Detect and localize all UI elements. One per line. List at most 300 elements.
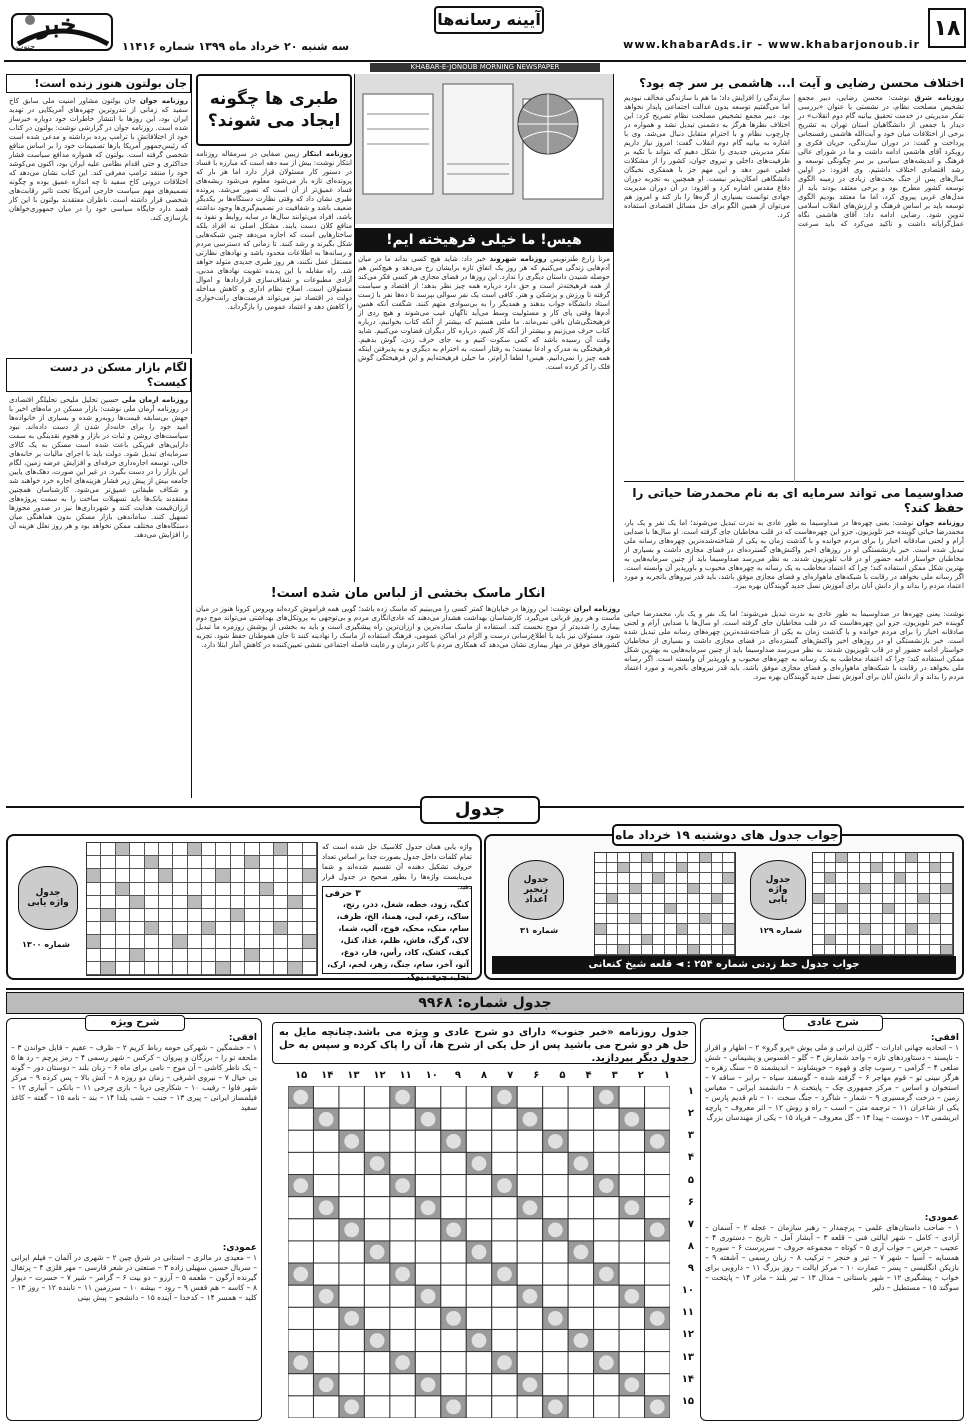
row-number: ۱۰ <box>681 1285 694 1297</box>
clues-special-across-label: افقی: <box>228 1033 257 1043</box>
grid-cell[interactable] <box>339 1086 364 1108</box>
grid-cell[interactable] <box>645 1175 670 1197</box>
puzzle-instructions: جدول روزنامه «خبر جنوب» دارای دو شرح عادی و ویژه می باشد.چنانچه مایل به حل هر دو شرح می باشید پس از حل یکی از شرح ها، آن را پاک کرده و سپس به حل جدول دیگر بپردازید. <box>272 1022 696 1064</box>
row-number: ۱۳ <box>681 1351 694 1363</box>
article-hayati-lead: روزنامه جوان <box>916 519 964 527</box>
grid-cell[interactable] <box>415 1352 440 1374</box>
rose-icon <box>523 1377 538 1392</box>
rose-icon <box>370 1333 385 1348</box>
row-number: ۳ <box>687 1130 694 1142</box>
grid-cell[interactable] <box>288 1152 313 1174</box>
grid-cell[interactable] <box>594 1329 619 1351</box>
grid-cell[interactable] <box>313 1241 338 1263</box>
rose-icon <box>319 1200 334 1215</box>
grid-cell[interactable] <box>594 1108 619 1130</box>
grid-cell[interactable] <box>492 1396 517 1418</box>
grid-cell[interactable] <box>543 1175 568 1197</box>
grid-cell[interactable] <box>339 1329 364 1351</box>
grid-cell[interactable] <box>619 1396 644 1418</box>
grid-cell[interactable] <box>543 1086 568 1108</box>
grid-cell[interactable] <box>415 1152 440 1174</box>
grid-cell[interactable] <box>441 1175 466 1197</box>
grid-cell[interactable] <box>543 1241 568 1263</box>
grid-cell[interactable] <box>364 1307 389 1329</box>
grid-cell[interactable] <box>364 1374 389 1396</box>
article-mask-body <box>196 605 620 795</box>
answers-title: جواب جدول های دوشنبه ۱۹ خرداد ماه <box>612 824 842 846</box>
article-tabari <box>196 74 352 582</box>
grid-cell[interactable] <box>517 1219 542 1241</box>
grid-cell[interactable] <box>517 1130 542 1152</box>
article-rezaei-text: نوشت: محسن رضایی، دبیر مجمع تشخیص مصلحت نظام، در نشستی با عنوان «بررسی تفکر مدیریتی در خدمت تحقیق بیانیه گام دوم انقلاب» در دیدار با جمعی از دانشگاهیان استان تهران به تشریح برخی از اختلافات میان خود و آیت‌الله هاشمی رفسنجانی پرداخت و گفت: در دوران سازندگی، جریان فکری و رویکرد آقای هاشمی ادامه داشت و ما در شورای عالی فرهنگ و اندیشه‌های سیاسی بر سر چگونگی توسعه و رشد اقتصادی اختلاف داشتیم. وی افزود: در اولین سال‌های پس از جنگ بحث‌های زیادی در زمینه الگوی توسعه کشور مطرح بود و برخی معتقد بودند باید از مدل‌های غربی پیروی کرد، اما ما معتقد بودیم الگوی توسعه باید بر اساس فرهنگ و ارزش‌های انقلاب اسلامی تدوین شود. رضایی ادامه داد: آقای هاشمی نگاه عمل‌گرایانه داشت و تاکید می‌کرد که باید سرعت سازندگی را افزایش داد؛ ما هم با سازندگی مخالف نبودیم اما می‌گفتیم توسعه بدون عدالت اجتماعی پایدار نخواهد بود. دبیر مجمع تشخیص مصلحت نظام تصریح کرد: این اختلاف نظرها هرگز به دشمنی تبدیل نشد و همواره در چارچوب نظام و با احترام متقابل دنبال می‌شد. وی با اشاره به بیانیه گام دوم انقلاب گفت: امروز نیاز داریم تفکر مدیریتی جدیدی را شکل دهیم که بتواند با تکیه بر ظرفیت‌های داخلی و نیروی جوان، کشور را از مشکلات فعلی عبور دهد و این مهم جز با همفکری نخبگان دانشگاهی امکان‌پذیر نیست. او همچنین به تجربه دوران دفاع مقدس اشاره کرد و افزود: در آن دوران مدیریت جهادی توانست بسیاری از گره‌ها را باز کند و امروز هم می‌توان از همین الگو برای حل مسائل اقتصادی استفاده کرد. <box>624 94 964 228</box>
grid-cell[interactable] <box>364 1130 389 1152</box>
row-number: ۵ <box>687 1174 694 1186</box>
grid-cell[interactable] <box>517 1241 542 1263</box>
grid-cell[interactable] <box>288 1396 313 1418</box>
rose-icon <box>293 1090 308 1105</box>
grid-cell[interactable] <box>288 1108 313 1130</box>
banner-strip: KHABAR-E-JONOUB MORNING NEWSPAPER <box>370 63 600 72</box>
grid-cell[interactable] <box>466 1285 491 1307</box>
grid-cell[interactable] <box>390 1197 415 1219</box>
answers-caption: جواب جدول خط زدنی شماره ۲۵۴ : ◄ قلعه شیخ کنعانی <box>492 956 956 974</box>
grid-cell[interactable] <box>390 1396 415 1418</box>
grid-cell[interactable] <box>313 1352 338 1374</box>
rose-icon <box>573 1333 588 1348</box>
col-number: ۱۱ <box>399 1070 412 1081</box>
issue-129: شماره ۱۲۹ <box>758 926 802 935</box>
grid-cell[interactable] <box>288 1329 313 1351</box>
article-hayati-continued <box>624 610 964 798</box>
grid-cell[interactable] <box>594 1396 619 1418</box>
grid-cell[interactable] <box>619 1086 644 1108</box>
grid-cell[interactable] <box>619 1263 644 1285</box>
article-rezaei-body <box>624 94 964 482</box>
rose-icon <box>293 1178 308 1193</box>
grid-cell[interactable] <box>594 1285 619 1307</box>
rose-icon <box>319 1112 334 1127</box>
grid-cell[interactable] <box>568 1307 593 1329</box>
clues-normal-across: ۱ – اتحادیه جهانی ادارات – گلزن ایرانی و ملی پوش «پرو گرو» ۲ – اظهار و اقرار – ناپسند – دستاوردهای تازه – واحد شمارش ۳ – گلو – افسوس و پشیمانی – شش ضلعی ۴ – گرامی – رسوب چای و قهوه – خویشاوند – اندیشمند ۵ – سنگ زهره – هرگز نبینی تو – قوم مهاجر ۶ – گرفته شده – گوسفند سیاه – برابر – ساقه ۷ – استخوان و اساس – مرکز جمهوری چک – پایتخت ۸ – دانشمند ایرانی – مقیاس زمین – درخت گرمسیری ۹ – شمار – شاگرد – جنگ سخت ۱۰ – نام قدیم پارس – یکی از شاعران ۱۱ – ترجمه متن – اسب – راه و روش ۱۲ – اثر معروف – پارچه ابریشمی ۱۳ – دوست – پیدا ۱۴ – گل معروف – فریاد ۱۵ – یکی از مهندسان بزرگ <box>705 1043 959 1122</box>
grid-cell[interactable] <box>492 1329 517 1351</box>
grid-cell[interactable] <box>568 1396 593 1418</box>
grid-cell[interactable] <box>415 1175 440 1197</box>
row-number: ۶ <box>687 1196 694 1208</box>
rose-icon <box>497 1090 512 1105</box>
article-tabari-text: زیبین صفایی در سرمقاله روزنامه ابتکار نوشت: بیش از سه دهه است که مبارزه با فساد در دستور کار مسئولان قرار دارد اما هر بار که پرونده‌ای تازه باز می‌شود معلوم می‌شود ریشه‌های فساد عمیق‌تر از آن است که تصور می‌شد. پرونده طبری نشان داد که وقتی نظارت دستگاه‌ها بر یکدیگر ضعیف باشد و شفافیت در تصمیم‌گیری‌ها وجود نداشته باشد، افراد می‌توانند سال‌ها در سایه روابط و نفوذ به منافع کلان دست یابند. مشکل اصلی نه افراد بلکه ساختارهایی است که اجازه می‌دهد چنین شبکه‌هایی شکل بگیرند و رشد کنند. تا زمانی که دسترسی مردم و رسانه‌ها به اطلاعات محدود باشد و نهادهای نظارتی مستقل عمل نکنند، هر روز طبری جدیدی متولد خواهد شد. راه مقابله با این پدیده تقویت نهادهای مدنی، آزادی مطبوعات و شفاف‌سازی قراردادها و اموال مسئولان است. اصلاح نظام اداری و کاهش مداخله دولت در اقتصاد نیز می‌تواند فرصت‌های رانت‌خواری را کاهش دهد و اعتماد عمومی را بازگرداند. <box>196 150 352 311</box>
grid-cell[interactable] <box>339 1352 364 1374</box>
rose-icon <box>395 1267 410 1282</box>
grid-cell[interactable] <box>466 1086 491 1108</box>
grid-cell[interactable] <box>339 1175 364 1197</box>
grid-cell[interactable] <box>415 1130 440 1152</box>
grid-cell[interactable] <box>390 1219 415 1241</box>
grid-cell[interactable] <box>390 1152 415 1174</box>
col-number: ۴ <box>585 1070 592 1081</box>
grid-cell[interactable] <box>466 1108 491 1130</box>
grid-cell[interactable] <box>364 1263 389 1285</box>
rose-icon <box>421 1289 436 1304</box>
rose-icon <box>599 1090 614 1105</box>
article-housing-lead: روزنامه آرمان ملی <box>121 396 188 404</box>
grid-cell[interactable] <box>364 1285 389 1307</box>
grid-cell[interactable] <box>415 1307 440 1329</box>
vazheyabi-box <box>6 834 482 980</box>
col-number: ۸ <box>480 1070 488 1081</box>
clues-special <box>6 1018 262 1421</box>
vazheyabi-grid <box>86 842 318 976</box>
article-farhikhte-text: خبر داد: شاید هیچ کسی نداند ما در میان آدم‌هایی زندگی می‌کنیم که هر روز یک اتفاق تازه برایشان رخ می‌دهد و هیچ‌کس هم حوصله شنیدن داستان دیگری را ندارد. این روزها در فضای مجازی هر کسی فکر می‌کند از همه فرهیخته‌تر است و حق دارد درباره همه چیز نظر بدهد؛ از اقتصاد و سیاست گرفته تا ورزش و پزشکی و هنر. کافی است یک نفر سوالی بپرسد تا ده‌ها نفر با ژست استاد دانشگاه جواب بدهند و همدیگر را به بی‌سوادی متهم کنند. شگفت آنکه همین آدم‌ها وقتی پای کار و مسئولیت وسط می‌آید ناگهان غیب می‌شوند و هیچ ردی از فرهیختگی‌شان باقی نمی‌ماند. ما ملتی هستیم که بیشتر از آنکه کتاب بخوانیم، درباره کتاب حرف می‌زنیم و بیشتر از آنکه کار کنیم، درباره کار دیگران قضاوت می‌کنیم. شاید وقت آن رسیده باشد که کمی سکوت کنیم و به جای حرف زدن، گوش بدهیم. فرهیختگی به مدرک و ادعا نیست؛ به رفتار است، به احترام به دیگری و به پذیرفتن اینکه همه چیز را نمی‌دانیم. هیس! لطفا آرام‌تر، ما خیلی فرهیخته‌ایم و این فرهیختگی گوش فلک را کر کرده است. <box>358 255 610 371</box>
grid-cell[interactable] <box>441 1086 466 1108</box>
page-number: ۱۸ <box>933 15 961 41</box>
grid-cell[interactable] <box>543 1108 568 1130</box>
rose-icon <box>624 1200 639 1215</box>
rose-icon <box>599 1267 614 1282</box>
rose-icon <box>370 1245 385 1260</box>
logo-text: خبر <box>38 10 77 40</box>
grid-cell[interactable] <box>313 1152 338 1174</box>
grid-cell[interactable] <box>645 1374 670 1396</box>
grid-cell[interactable] <box>339 1108 364 1130</box>
tag-vazheyabi-label: جدول واژه یابی <box>27 888 69 908</box>
row-number: ۱۲ <box>681 1329 694 1341</box>
article-bolton-body <box>6 97 191 355</box>
main-crossword-grid[interactable] <box>288 1086 670 1418</box>
rose-icon <box>548 1400 563 1415</box>
grid-cell[interactable] <box>415 1329 440 1351</box>
article-farhikhte-lead: روزنامه شهروند <box>489 255 547 263</box>
grid-cell[interactable] <box>645 1086 670 1108</box>
grid-cell[interactable] <box>466 1374 491 1396</box>
article-hayati-cont-text: نوشت: یعنی چهره‌ها در صداوسیما به طور عادی به ندرت تبدیل می‌شوند؛ اما یک نفر و یک بار، محمدرضا حیاتی گوینده خبر تلویزیون، جزو این چهره‌هاست که در قلب مخاطبان جای گرفته است. او سال‌ها با صدایی آرام و لحنی صادقانه اخبار را برای مردم خوانده و با گذشت زمان به یکی از شناخته‌شده‌ترین چهره‌های رسانه ملی تبدیل شده است. خبر بازنشستگی او در روزهای اخیر واکنش‌های گسترده‌ای در فضای مجازی داشت و بسیاری از مخاطبان خواستار ادامه حضور او در قاب تلویزیون شدند. به نظر می‌رسد صداوسیما باید از چنین سرمایه‌هایی به بهترین شکل ممکن استفاده کند؛ چرا که اعتماد مخاطب به یک رسانه به چهره‌های محبوب و باورپذیر آن وابسته است. اگر رسانه ملی بخواهد در رقابت با شبکه‌های ماهواره‌ای و فضای مجازی موفق باشد، باید قدر نیروهای باتجربه و مورد اعتماد مردم را بداند و از دانش آنان برای آموزش نسل جدید گویندگان بهره ببرد. <box>624 610 964 681</box>
grid-cell[interactable] <box>543 1197 568 1219</box>
words-box-title: ۳ حرفی <box>325 889 361 899</box>
article-hayati-title: صداوسیما می تواند سرمایه ای به نام محمدرضا حیاتی را حفظ کند؟ <box>632 486 964 515</box>
grid-cell[interactable] <box>619 1241 644 1263</box>
grid-cell[interactable] <box>568 1219 593 1241</box>
grid-cell[interactable] <box>313 1329 338 1351</box>
grid-cell[interactable] <box>568 1108 593 1130</box>
rose-icon <box>472 1156 487 1171</box>
grid-cell[interactable] <box>415 1219 440 1241</box>
rose-icon <box>624 1112 639 1127</box>
grid-cell[interactable] <box>492 1108 517 1130</box>
article-housing-text: حسین تحلیل ملیحی تحلیلگر اقتصادی در روزنامه آرمان ملی نوشت: بازار مسکن در ماه‌های اخیر با جهش بی‌سابقه قیمت‌ها روبه‌رو شده و بسیاری از خانواده‌ها امید خود را برای خانه‌دار شدن از دست داده‌اند. نبود سیاست‌های روشن و ثبات در بازار و هجوم نقدینگی به سمت دارایی‌های فیزیکی باعث شده است مسکن به یک کالای سرمایه‌ای تبدیل شود. دولت باید با اجرای مالیات بر خانه‌های خالی، توسعه اجاره‌داری حرفه‌ای و افزایش عرضه زمین، لگام این بازار را در دست بگیرد. در غیر این صورت، دهک‌های پایین جامعه بیش از پیش زیر فشار هزینه‌های اجاره خرد خواهند شد و شکاف طبقاتی عمیق‌تر می‌شود. کارشناسان همچنین معتقدند بانک‌ها باید تسهیلات ساخت را به سمت پروژه‌های ارزان‌قیمت هدایت کنند و شهرداری‌ها نیز در صدور مجوزها تسهیل کنند. ساماندهی بازار مسکن بدون هماهنگی میان دستگاه‌های مختلف ممکن نخواهد بود و هر روز تعلل هزینه آن را افزایش می‌دهد. <box>9 396 188 539</box>
grid-cell[interactable] <box>594 1219 619 1241</box>
grid-cell[interactable] <box>619 1307 644 1329</box>
grid-cell[interactable] <box>517 1175 542 1197</box>
grid-cell[interactable] <box>619 1329 644 1351</box>
logo-subtext: جنوب <box>16 42 36 51</box>
grid-cell[interactable] <box>517 1329 542 1351</box>
grid-cell[interactable] <box>492 1307 517 1329</box>
col-number: ۵ <box>559 1070 566 1081</box>
grid-cell[interactable] <box>441 1352 466 1374</box>
grid-cell[interactable] <box>492 1152 517 1174</box>
row-number: ۹ <box>687 1263 694 1275</box>
grid-cell[interactable] <box>390 1241 415 1263</box>
answer-grid-cells-a <box>812 852 954 956</box>
col-number: ۱ <box>663 1070 670 1081</box>
grid-cell[interactable] <box>543 1152 568 1174</box>
article-mask <box>196 586 620 798</box>
grid-cell[interactable] <box>543 1352 568 1374</box>
grid-cell[interactable] <box>313 1086 338 1108</box>
puzzle-divider <box>6 988 964 990</box>
rose-icon <box>370 1156 385 1171</box>
clues-normal-down: ۱ – صاحب داستان‌های علمی – پرچمدار – رهبر سازمان – عجله ۲ – آسمان – آزادی – کامل – شهر ایالتی فنی – قلعه ۳ – آبشار آمل – تاریخ – دستوری ۴ – عجیب – خرس – جواب آری ۵ – کوتاه – مجموعه حروف – سرپرست ۶ – سوره – همسایه – آسیا – شهر ۷ – تیر و خنجر – ترکیب ۸ – زبان رسمی – آشفته ۹ – بازیکن انگلیسی – پسر – عمارت ۱۰ – مرکز ایالت – روز بزرگ ۱۱ – دارویی برای خواب – پیشگیری ۱۲ – شهر باستانی – مدال ۱۳ – تیر بلند – مادر ۱۴ – پایتخت – سوگند ۱۵ – مستطیل – دلیر <box>705 1223 959 1292</box>
rose-icon <box>650 1400 665 1415</box>
rose-icon <box>650 1222 665 1237</box>
grid-cell[interactable] <box>313 1263 338 1285</box>
grid-cell[interactable] <box>568 1175 593 1197</box>
article-tabari-body <box>196 150 352 580</box>
jadval-banner: جدول <box>420 796 540 824</box>
grid-cell[interactable] <box>313 1175 338 1197</box>
grid-cell[interactable] <box>288 1197 313 1219</box>
tag-vazheyabi-answer <box>750 860 806 920</box>
main-crossword-svg[interactable] <box>288 1086 670 1418</box>
row-number: ۱۱ <box>681 1307 694 1319</box>
rose-icon <box>395 1090 410 1105</box>
grid-cell[interactable] <box>441 1197 466 1219</box>
grid-cell[interactable] <box>466 1197 491 1219</box>
rose-icon <box>446 1400 461 1415</box>
grid-cell[interactable] <box>466 1175 491 1197</box>
grid-cell[interactable] <box>594 1307 619 1329</box>
grid-cell[interactable] <box>339 1197 364 1219</box>
row-number: ۴ <box>687 1152 694 1164</box>
grid-cell[interactable] <box>543 1285 568 1307</box>
row-number: ۱ <box>687 1086 694 1097</box>
grid-cell[interactable] <box>364 1175 389 1197</box>
article-housing-body <box>6 396 191 814</box>
grid-cell[interactable] <box>288 1374 313 1396</box>
grid-cell[interactable] <box>364 1396 389 1418</box>
rose-icon <box>497 1267 512 1282</box>
grid-cell[interactable] <box>492 1374 517 1396</box>
grid-cell[interactable] <box>619 1352 644 1374</box>
grid-cell[interactable] <box>313 1307 338 1329</box>
grid-cell[interactable] <box>645 1108 670 1130</box>
grid-cell[interactable] <box>594 1374 619 1396</box>
grid-cell[interactable] <box>517 1152 542 1174</box>
grid-cell[interactable] <box>517 1307 542 1329</box>
rose-icon <box>599 1178 614 1193</box>
article-tabari-title-box <box>196 74 352 146</box>
grid-cell[interactable] <box>390 1374 415 1396</box>
grid-cell[interactable] <box>441 1263 466 1285</box>
site-url[interactable]: www.khabarAds.ir - www.khabarjonoub.ir <box>623 38 920 51</box>
rose-icon <box>624 1289 639 1304</box>
article-hayati-body <box>624 519 964 617</box>
answer-grid-vazheyabi <box>812 852 954 956</box>
grid-cell[interactable] <box>645 1352 670 1374</box>
grid-cell[interactable] <box>645 1263 670 1285</box>
row-number: ۷ <box>687 1218 694 1230</box>
grid-cell[interactable] <box>466 1263 491 1285</box>
tag-zanjire <box>508 860 564 920</box>
col-number: ۷ <box>507 1070 514 1081</box>
grid-cell[interactable] <box>645 1197 670 1219</box>
rose-icon <box>472 1245 487 1260</box>
article-housing-title: لگام بازار مسکن در دست کیست؟ <box>6 358 191 392</box>
row-number: ۸ <box>687 1240 694 1252</box>
grid-cell[interactable] <box>619 1175 644 1197</box>
grid-cell[interactable] <box>441 1152 466 1174</box>
grid-cell[interactable] <box>492 1130 517 1152</box>
grid-cell[interactable] <box>339 1152 364 1174</box>
rose-icon <box>344 1311 359 1326</box>
rose-icon <box>548 1134 563 1149</box>
grid-cell[interactable] <box>415 1086 440 1108</box>
grid-cell[interactable] <box>594 1197 619 1219</box>
clues-normal-title: شرح عادی <box>783 1015 883 1031</box>
grid-cell[interactable] <box>466 1130 491 1152</box>
rose-icon <box>650 1134 665 1149</box>
grid-cell[interactable] <box>645 1241 670 1263</box>
grid-cell[interactable] <box>568 1285 593 1307</box>
grid-cell[interactable] <box>492 1285 517 1307</box>
vazheyabi-grid-cells[interactable] <box>86 842 318 976</box>
grid-cell[interactable] <box>466 1307 491 1329</box>
grid-cell[interactable] <box>568 1263 593 1285</box>
rose-icon <box>319 1289 334 1304</box>
rose-icon <box>523 1200 538 1215</box>
grid-cell[interactable] <box>390 1329 415 1351</box>
rose-icon <box>497 1178 512 1193</box>
grid-cell[interactable] <box>441 1285 466 1307</box>
grid-cell[interactable] <box>390 1130 415 1152</box>
grid-cell[interactable] <box>568 1086 593 1108</box>
grid-cell[interactable] <box>364 1197 389 1219</box>
grid-cell[interactable] <box>543 1374 568 1396</box>
grid-cell[interactable] <box>288 1285 313 1307</box>
grid-cell[interactable] <box>517 1396 542 1418</box>
rose-icon <box>624 1377 639 1392</box>
grid-cell[interactable] <box>339 1263 364 1285</box>
clues-normal-across-label: افقی: <box>930 1033 959 1043</box>
grid-cell[interactable] <box>364 1219 389 1241</box>
clues-normal <box>700 1018 964 1421</box>
grid-cell[interactable] <box>390 1285 415 1307</box>
grid-cell[interactable] <box>441 1329 466 1351</box>
grid-cell[interactable] <box>288 1307 313 1329</box>
grid-cell[interactable] <box>543 1263 568 1285</box>
grid-cell[interactable] <box>339 1374 364 1396</box>
grid-cell[interactable] <box>313 1130 338 1152</box>
article-hayati <box>624 486 964 606</box>
article-housing <box>6 358 192 798</box>
grid-cell[interactable] <box>619 1152 644 1174</box>
grid-cell[interactable] <box>390 1307 415 1329</box>
grid-cell[interactable] <box>364 1086 389 1108</box>
grid-cell[interactable] <box>339 1285 364 1307</box>
grid-cell[interactable] <box>594 1130 619 1152</box>
grid-cell[interactable] <box>568 1197 593 1219</box>
grid-cell[interactable] <box>543 1329 568 1351</box>
rose-icon <box>344 1222 359 1237</box>
article-mask-title: انکار ماسک بخشی از لباس مان شده است! <box>270 586 546 601</box>
grid-cell[interactable] <box>517 1086 542 1108</box>
col-number: ۹ <box>454 1070 461 1081</box>
grid-cell[interactable] <box>517 1263 542 1285</box>
rose-icon <box>421 1200 436 1215</box>
grid-cell[interactable] <box>645 1329 670 1351</box>
grid-cell[interactable] <box>415 1263 440 1285</box>
grid-cell[interactable] <box>594 1241 619 1263</box>
logo <box>8 4 116 58</box>
grid-cell[interactable] <box>492 1241 517 1263</box>
page-number-box <box>928 8 966 48</box>
grid-cell[interactable] <box>517 1352 542 1374</box>
grid-cell[interactable] <box>492 1219 517 1241</box>
grid-cell[interactable] <box>441 1374 466 1396</box>
grid-cell[interactable] <box>568 1352 593 1374</box>
grid-cell[interactable] <box>288 1219 313 1241</box>
header <box>4 4 966 62</box>
clues-special-across: ۱ – خشمگین – شهرکی حومه رباط کریم ۲ – ظرف – عقیم – قابل خواندن ۳ – ملحفه تو را – برزگان و پیروان – کرکس – شهر رسمی ۴ – رمز پرچم – رد ها ۵ – یک ناظر کاشی – آن موج – نامی برای ماه ۶ – زبان بلند – دوستان دور – گونه بی خیال ۷ – نیروی اشرفی – زمان دو روزه ۸ – آتش بالا – پس کرده ۹ – مرکز شهر فاوا – رقیب ۱۰ – شکارچی دریا – بازی چرخی ۱۱ – بانکی – آبیاری ۱۲ – فیلمساز ایرانی – پیری ۱۳ – جنب – شب یلدا ۱۴ – بند – نامه ۱۵ – گفته – کاغذ سفید <box>11 1043 257 1112</box>
grid-cell[interactable] <box>466 1396 491 1418</box>
article-rezaei <box>624 74 964 482</box>
grid-cell[interactable] <box>568 1130 593 1152</box>
issue-1300: شماره ۱۳۰۰ <box>22 940 70 949</box>
rose-icon <box>523 1289 538 1304</box>
puzzle-title: جدول شماره: ۹۹۶۸ <box>6 992 964 1014</box>
grid-cell[interactable] <box>441 1241 466 1263</box>
article-rezaei-lead: روزنامه شرق <box>914 94 964 102</box>
tag-vazheyabi <box>18 866 78 930</box>
col-number: ۶ <box>533 1070 540 1081</box>
grid-cell[interactable] <box>364 1352 389 1374</box>
grid-cell[interactable] <box>339 1241 364 1263</box>
grid-cell[interactable] <box>466 1352 491 1374</box>
grid-cell[interactable] <box>415 1396 440 1418</box>
grid-cell[interactable] <box>441 1108 466 1130</box>
grid-cell[interactable] <box>645 1152 670 1174</box>
rose-icon <box>599 1355 614 1370</box>
grid-cell[interactable] <box>313 1219 338 1241</box>
grid-cell[interactable] <box>619 1130 644 1152</box>
grid-cell[interactable] <box>364 1108 389 1130</box>
grid-cell[interactable] <box>415 1241 440 1263</box>
article-farhikhte <box>354 74 614 582</box>
grid-cell[interactable] <box>492 1197 517 1219</box>
grid-cell[interactable] <box>466 1219 491 1241</box>
grid-cell[interactable] <box>288 1241 313 1263</box>
grid-cell[interactable] <box>594 1152 619 1174</box>
rose-icon <box>523 1112 538 1127</box>
rose-icon <box>446 1311 461 1326</box>
col-number: ۱۵ <box>294 1070 308 1081</box>
grid-cell[interactable] <box>645 1285 670 1307</box>
grid-cell[interactable] <box>568 1374 593 1396</box>
grid-cell[interactable] <box>313 1396 338 1418</box>
rose-icon <box>421 1112 436 1127</box>
clues-normal-down-label: عمودی: <box>924 1213 959 1223</box>
grid-cell[interactable] <box>619 1219 644 1241</box>
article-farhikhte-byline: مرتا زارع طنزنویس <box>550 255 610 263</box>
row-number: ۱۴ <box>681 1373 694 1385</box>
grid-cell[interactable] <box>390 1108 415 1130</box>
answer-grid-zanjire <box>594 852 736 956</box>
grid-cell[interactable] <box>288 1130 313 1152</box>
vazheyabi-intro: واژه یابی همان جدول کلاسیک حل شده است که تمام کلمات داخل جدول بصورت جدا بر اساس تعداد حروف تشکیل دهنده آن تقسیم شده‌اند و شما می‌بایست واژه‌ها را بطور صحیح در جدول قرار دهید. <box>322 843 472 891</box>
clues-special-title: شرح ویژه <box>85 1015 185 1031</box>
article-tabari-title: طبری ها چگونه ایجاد می شوند؟ <box>207 89 341 131</box>
rose-icon <box>446 1222 461 1237</box>
row-number: ۲ <box>687 1108 694 1120</box>
